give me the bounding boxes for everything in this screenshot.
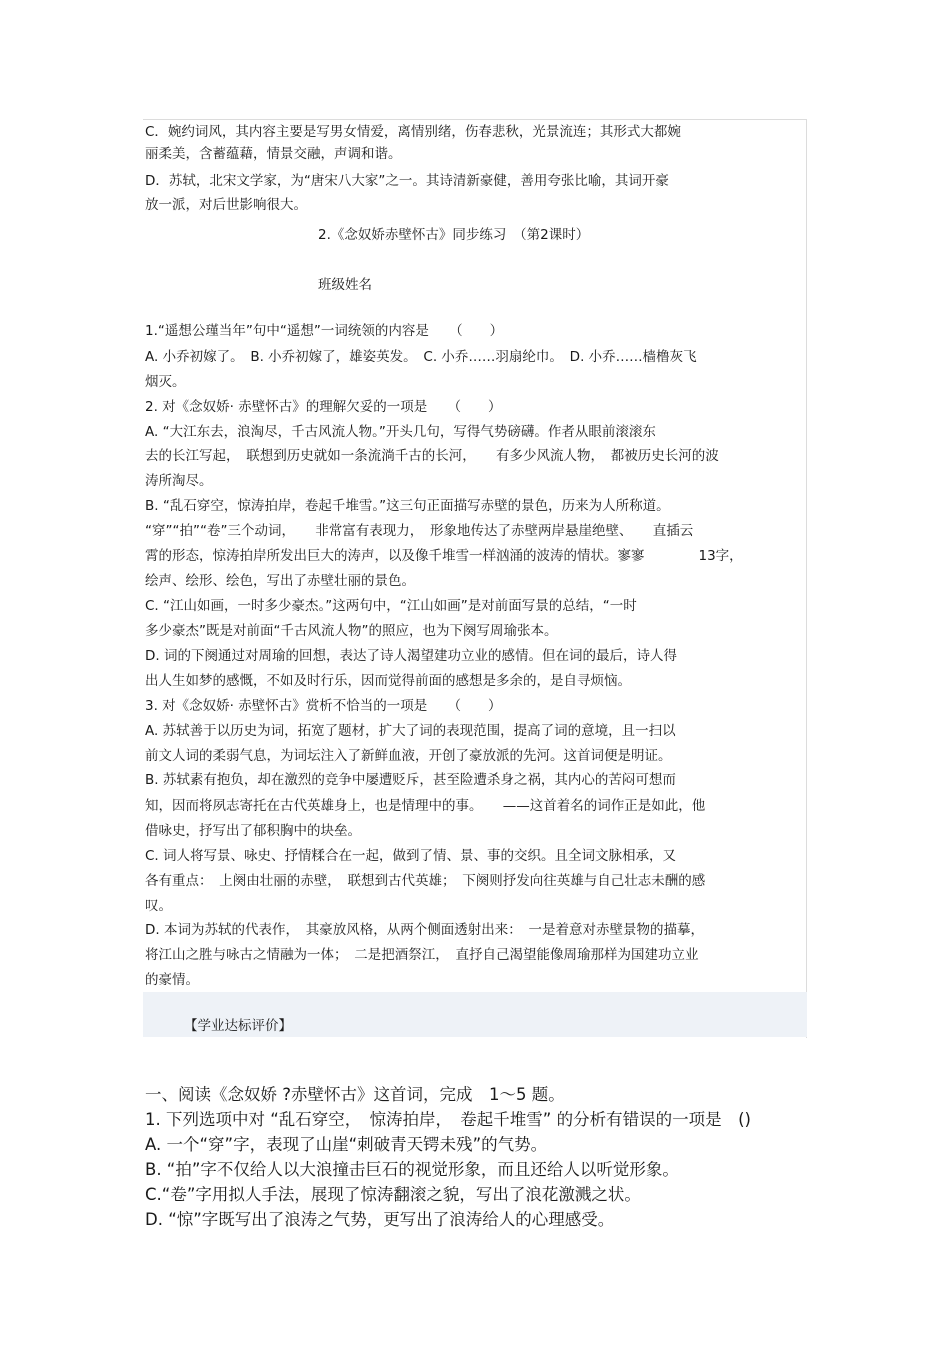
- question-line: 知，因而将夙志寄托在古代英雄身上，也是情理中的事。 ——这首着名的词作正是如此，他: [145, 798, 706, 814]
- option-d-line-1: D．苏轼，北宋文学家，为“唐宋八大家”之一。其诗清新豪健，善用夸张比喻，其词开豪: [145, 173, 669, 189]
- question-line: 各有重点： 上阕由壮丽的赤壁， 联想到古代英雄； 下阕则抒发向往英雄与自己壮志未酬的感: [145, 873, 706, 889]
- question-line: A. “大江东去，浪淘尽，千古风流人物。”开头几句，写得气势磅礴。作者从眼前滚滚东: [145, 424, 656, 440]
- section-label: 【学业达标评价】: [184, 1018, 292, 1034]
- part-one-option-d: D. “惊”字既写出了浪涛之气势，更写出了浪涛给人的心理感受。: [145, 1210, 615, 1229]
- question-line: C. “江山如画，一时多少豪杰。”这两句中，“江山如画”是对前面写景的总结，“一时: [145, 598, 637, 614]
- question-line: “穿”“拍”“卷”三个动词， 非常富有表现力， 形象地传达了赤壁两岸悬崖绝壁、 直插云: [145, 523, 694, 539]
- question-line: 的豪情。: [145, 972, 199, 988]
- option-c-line-1: C．婉约词风，其内容主要是写男女情爱，离情别绪，伤春悲秋，光景流连；其形式大都婉: [145, 124, 681, 140]
- question-line: 叹。: [145, 898, 172, 914]
- part-one-option-b: B. “拍”字不仅给人以大浪撞击巨石的视觉形象，而且还给人以听觉形象。: [145, 1160, 679, 1179]
- question-line: A. 苏轼善于以历史为词，拓宽了题材，扩大了词的表现范围，提高了词的意境，且一扫以: [145, 723, 676, 739]
- question-line: A. 小乔初嫁了。 B. 小乔初嫁了，雄姿英发。 C. 小乔……羽扇纶巾。 D. 小乔……樯橹灰飞: [145, 349, 697, 365]
- question-line: B. “乱石穿空，惊涛拍岸，卷起千堆雪。”这三句正面描写赤壁的景色，历来为人所称道。: [145, 498, 670, 514]
- question-line: 绘声、绘形、绘色，写出了赤壁壮丽的景色。: [145, 573, 415, 589]
- exercise-title: 2.《念奴娇赤壁怀古》同步练习 （第2课时）: [318, 227, 590, 243]
- question-line: D. 词的下阕通过对周瑜的回想，表达了诗人渴望建功立业的感情。但在词的最后，诗人得: [145, 648, 677, 664]
- question-line: 出人生如梦的感慨，不如及时行乐，因而觉得前面的感想是多余的，是自寻烦恼。: [145, 673, 631, 689]
- part-one-heading: 一、阅读《念奴娇 ?赤壁怀古》这首词，完成 1～5 题。: [145, 1085, 565, 1104]
- question-line: 前文人词的柔弱气息，为词坛注入了新鲜血液，开创了豪放派的先河。这首词便是明证。: [145, 748, 672, 764]
- question-line: 将江山之胜与咏古之情融为一体； 二是把酒祭江， 直抒自己渴望能像周瑜那样为国建功立业: [145, 947, 699, 963]
- part-one-option-a: A. 一个“穿”字，表现了山崖“刺破青天锷未残”的气势。: [145, 1135, 548, 1154]
- option-c-line-2: 丽柔美，含蓄蕴藉，情景交融，声调和谐。: [145, 146, 402, 162]
- part-one-question: 1. 下列选项中对 “乱石穿空， 惊涛拍岸， 卷起千堆雪” 的分析有错误的一项是 (): [145, 1110, 751, 1129]
- question-line: 烟灭。: [145, 374, 186, 390]
- question-line: 借咏史，抒写出了郁积胸中的块垒。: [145, 823, 361, 839]
- question-line: 多少豪杰”既是对前面“千古风流人物”的照应，也为下阕写周瑜张本。: [145, 623, 558, 639]
- question-line: 霄的形态，惊涛拍岸所发出巨大的涛声，以及像千堆雪一样汹涌的波涛的情状。寥寥 13字，: [145, 548, 743, 564]
- question-line: C. 词人将写景、咏史、抒情糅合在一起，做到了情、景、事的交织。且全词文脉相承，又: [145, 848, 677, 864]
- question-line: 涛所淘尽。: [145, 473, 213, 489]
- part-one-option-c: C.“卷”字用拟人手法，展现了惊涛翻滚之貌，写出了浪花激溅之状。: [145, 1185, 641, 1204]
- question-line: 3. 对《念奴娇· 赤壁怀古》赏析不恰当的一项是 （ ）: [145, 698, 502, 714]
- question-line: 2. 对《念奴娇· 赤壁怀古》的理解欠妥的一项是 （ ）: [145, 399, 502, 415]
- question-line: D. 本词为苏轼的代表作， 其豪放风格，从两个侧面透射出来： 一是着意对赤壁景物的描摹，: [145, 922, 704, 938]
- class-name-label: 班级姓名: [318, 277, 372, 293]
- question-line: 去的长江写起， 联想到历史就如一条流淌千古的长河， 有多少风流人物， 都被历史长河的波: [145, 448, 719, 464]
- question-line: 1.“遥想公瑾当年”句中“遥想”一词统领的内容是 （ ）: [145, 323, 504, 339]
- option-d-line-2: 放一派，对后世影响很大。: [145, 197, 307, 213]
- question-line: B. 苏轼素有抱负，却在激烈的竞争中屡遭贬斥，甚至险遭杀身之祸，其内心的苦闷可想而: [145, 772, 676, 788]
